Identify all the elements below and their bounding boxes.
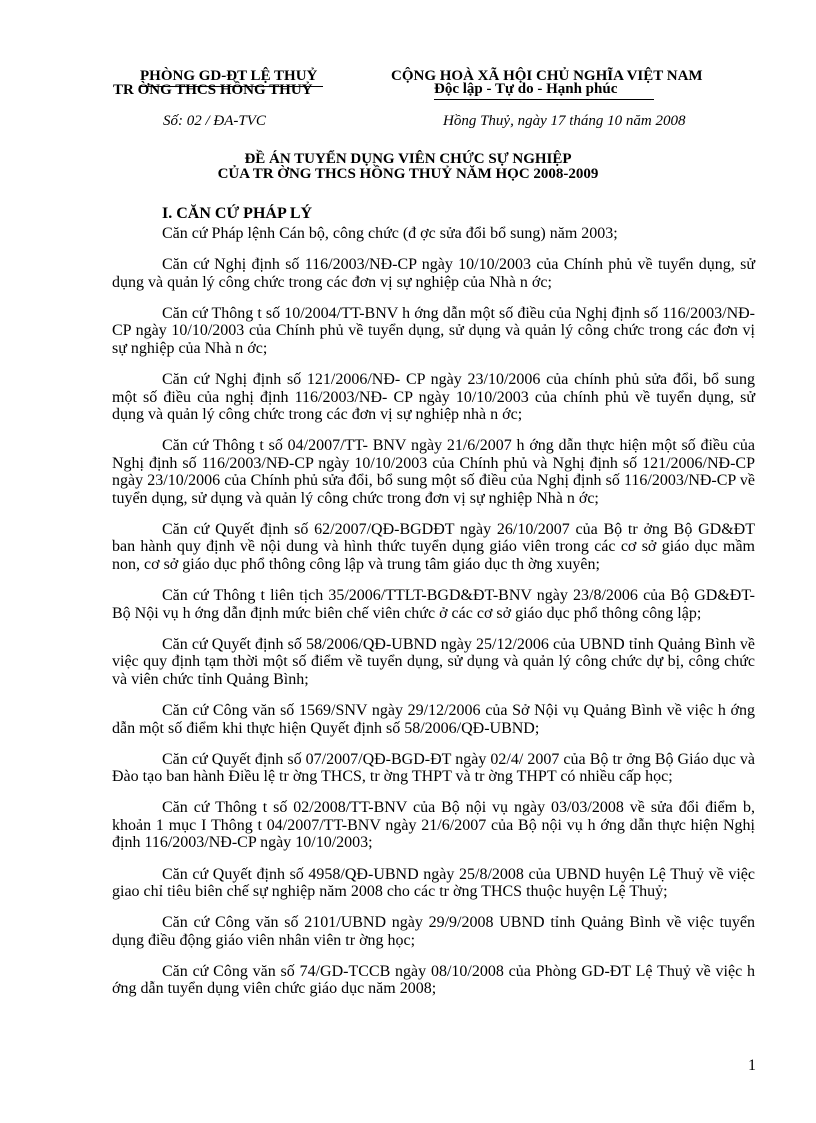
paragraph: Căn cứ Nghị định số 121/2006/NĐ- CP ngày 23/10/2006 của chính phủ sửa đổi, bổ sung một số điều của nghị định 116/2003/NĐ- CP ngày 10/10/2003 của chính phủ về tuyển dụng, sử dụng và quản lý công chức trong các đơn vị sự nghiệp nhà n ớc; xyxy=(112,371,755,424)
paragraph: Căn cứ Thông t số 04/2007/TT- BNV ngày 21/6/2007 h ớng dẫn thực hiện một số điều của Nghị định số 116/2003/NĐ-CP ngày 10/10/2003 của Chính phủ và Nghị định số 121/2006/NĐ-CP ngày 23/10/2006 của Chính phủ sửa đổi, bổ sung một số điều của Nghị định số 116/2003/NĐ-CP về tuyển dụng, sử dụng và quản lý công chức trong đơn vị sự nghiệp Nhà n ớc; xyxy=(112,437,755,507)
paragraph: Căn cứ Công văn số 2101/UBND ngày 29/9/2008 UBND tỉnh Quảng Bình về việc tuyển dụng điều động giáo viên nhân viên tr ờng học; xyxy=(112,914,755,949)
paragraph: Căn cứ Thông t số 10/2004/TT-BNV h ớng dẫn một số điều của Nghị định số 116/2003/NĐ-CP ngày 10/10/2003 của Chính phủ về tuyển dụng, sử dụng và quản lý công chức trong các đơn vị sự nghiệp của Nhà n ớc; xyxy=(112,304,755,357)
paragraph: Căn cứ Pháp lệnh Cán bộ, công chức (đ ợc sửa đổi bổ sung) năm 2003; xyxy=(162,225,618,242)
document-title-line-1: ĐỀ ÁN TUYỂN DỤNG VIÊN CHỨC SỰ NGHIỆP xyxy=(244,151,572,167)
body-text xyxy=(112,225,755,1012)
motto: Độc lập - Tự do - Hạnh phúc xyxy=(434,81,618,97)
paragraph: Căn cứ Công văn số 74/GD-TCCB ngày 08/10/2008 của Phòng GD-ĐT Lệ Thuỷ về việc h ớng dẫn tuyển dụng viên chức giáo dục năm 2008; xyxy=(112,962,755,998)
paragraph: Căn cứ Quyết định số 62/2007/QĐ-BGDĐT ngày 26/10/2007 của Bộ tr ởng Bộ GD&ĐT ban hành quy định về nội dung và hình thức tuyển dụng giáo viên trong các cơ sở giáo dục mầm non, cơ sở giáo dục phổ thông công lập và trung tâm giáo dục th ờng xuyên; xyxy=(112,520,755,573)
section-heading: I. CĂN CỨ PHÁP LÝ xyxy=(162,205,313,222)
document-title-line-2: CỦA TR ỜNG THCS HỒNG THUỶ NĂM HỌC 2008-2009 xyxy=(217,166,599,182)
paragraph: Căn cứ Công văn số 1569/SNV ngày 29/12/2006 của Sở Nội vụ Quảng Bình về việc h ớng dẫn một số điểm khi thực hiện Quyết định số 58/2006/QĐ-UBND; xyxy=(112,702,755,737)
document-number: Số: 02 / ĐA-TVC xyxy=(163,113,266,129)
country-name: CỘNG HOÀ XÃ HỘI CHỦ NGHĨA VIỆT NAM xyxy=(391,68,703,84)
motto-underline xyxy=(434,99,654,100)
agency-name: PHÒNG GD-ĐT LỆ THUỶ xyxy=(140,68,318,84)
paragraph: Căn cứ Quyết định số 4958/QĐ-UBND ngày 25/8/2008 của UBND huyện Lệ Thuỷ về việc giao chỉ tiêu biên chế sự nghiệp năm 2008 cho các tr ờng THCS thuộc huyện Lệ Thuỷ; xyxy=(112,865,755,901)
paragraph: Căn cứ Nghị định số 116/2003/NĐ-CP ngày 10/10/2003 của Chính phủ về tuyển dụng, sử dụng và quản lý công chức trong các đơn vị sự nghiệp của Nhà n ớc; xyxy=(112,256,755,291)
paragraph: Căn cứ Thông t số 02/2008/TT-BNV của Bộ nội vụ ngày 03/03/2008 về sửa đổi điểm b, khoản 1 mục I Thông t 04/2007/TT-BNV ngày 21/6/2007 của Bộ nội vụ h ớng dẫn thực hiện Nghị định 116/2003/NĐ-CP ngày 10/10/2003; xyxy=(112,799,755,852)
page-number: 1 xyxy=(748,1057,756,1074)
paragraph: Căn cứ Quyết định số 58/2006/QĐ-UBND ngày 25/12/2006 của UBND tỉnh Quảng Bình về việc quy định tạm thời một số điểm về tuyển dụng, sử dụng và quản lý công chức dự bị, công chức và viên chức tỉnh Quảng Bình; xyxy=(112,635,755,688)
paragraph: Căn cứ Thông t liên tịch 35/2006/TTLT-BGD&ĐT-BNV ngày 23/8/2006 của Bộ GD&ĐT-Bộ Nội vụ h ớng dẫn định mức biên chế viên chức ở các cơ sở giáo dục phổ thông công lập; xyxy=(112,587,755,622)
school-name: TR ỜNG THCS HỒNG THUỶ xyxy=(113,82,313,98)
place-date: Hồng Thuỷ, ngày 17 tháng 10 năm 2008 xyxy=(443,113,686,129)
paragraph: Căn cứ Quyết định số 07/2007/QĐ-BGD-ĐT ngày 02/4/ 2007 của Bộ tr ởng Bộ Giáo dục và Đào tạo ban hành Điều lệ tr ờng THCS, tr ờng THPT và tr ờng THPT có nhiều cấp học; xyxy=(112,750,755,786)
